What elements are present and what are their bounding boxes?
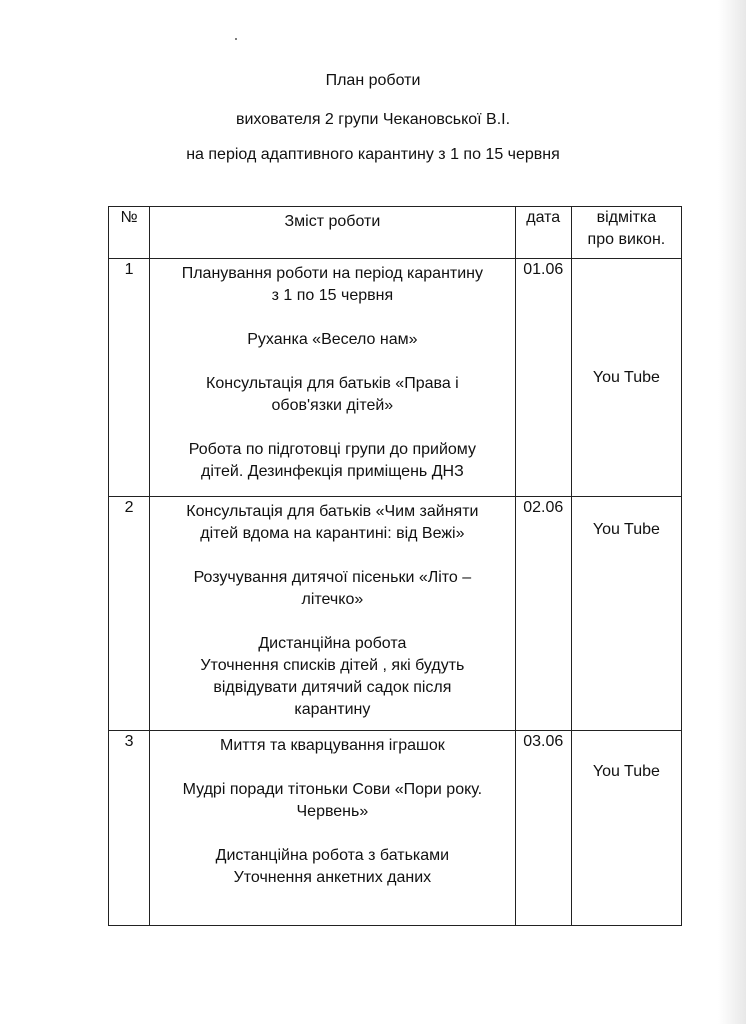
item-line: Консультація для батьків «Права і bbox=[206, 375, 459, 392]
row-mark: You Tube bbox=[571, 497, 681, 731]
table-row bbox=[109, 259, 682, 497]
item-line: Уточнення списків дітей , які будуть bbox=[200, 657, 465, 674]
doc-subtitle-period: на період адаптивного карантину з 1 по 15 червня bbox=[186, 146, 560, 163]
header-content-label: Зміст роботи bbox=[284, 213, 381, 230]
row-number: 2 bbox=[109, 497, 150, 731]
item-line: з 1 по 15 червня bbox=[271, 287, 394, 304]
row-mark: You Tube bbox=[571, 731, 681, 926]
row-content bbox=[150, 731, 516, 926]
header-content bbox=[150, 207, 516, 259]
list-item bbox=[154, 329, 511, 351]
table-row bbox=[109, 731, 682, 926]
list-item bbox=[154, 633, 511, 721]
header-mark-line2: про викон. bbox=[587, 231, 666, 248]
item-line: Уточнення анкетних даних bbox=[233, 869, 432, 886]
list-item bbox=[154, 779, 511, 823]
item-line: Миття та кварцування іграшок bbox=[220, 737, 445, 754]
header-mark bbox=[571, 207, 681, 259]
item-line: Розучування дитячої пісеньки «Літо – bbox=[193, 569, 472, 586]
item-line: обов'язки дітей» bbox=[271, 397, 394, 414]
item-line: Дистанційна робота bbox=[258, 635, 407, 652]
row-number: 3 bbox=[109, 731, 150, 926]
item-line: Робота по підготовці групи до прийому bbox=[188, 441, 476, 458]
row-mark: You Tube bbox=[571, 259, 681, 497]
item-line: дітей. Дезинфекція приміщень ДНЗ bbox=[200, 463, 464, 480]
item-line: Планування роботи на період карантину bbox=[181, 265, 484, 282]
work-plan-table bbox=[108, 206, 682, 926]
item-line: Консультація для батьків «Чим зайняти bbox=[186, 503, 479, 520]
row-content bbox=[150, 259, 516, 497]
item-line: Руханка «Весело нам» bbox=[247, 331, 418, 348]
list-item bbox=[154, 735, 511, 757]
list-item bbox=[154, 567, 511, 611]
row-number: 1 bbox=[109, 259, 150, 497]
row-date: 02.06 bbox=[515, 497, 571, 731]
item-line: карантину bbox=[294, 701, 371, 718]
item-line: Дистанційна робота з батьками bbox=[215, 847, 450, 864]
list-item bbox=[154, 845, 511, 889]
item-line: Червень» bbox=[296, 803, 369, 820]
list-item bbox=[154, 263, 511, 307]
doc-subtitle-teacher: вихователя 2 групи Чекановської В.І. bbox=[235, 111, 511, 128]
header-num: № bbox=[109, 207, 150, 259]
item-line: літечко» bbox=[301, 591, 364, 608]
table-row bbox=[109, 497, 682, 731]
row-content bbox=[150, 497, 516, 731]
list-item bbox=[154, 439, 511, 483]
list-item bbox=[154, 501, 511, 545]
item-line: Мудрі поради тітоньки Сови «Пори року. bbox=[182, 781, 483, 798]
row-date: 01.06 bbox=[515, 259, 571, 497]
list-item bbox=[154, 373, 511, 417]
header-date: дата bbox=[515, 207, 571, 259]
table-header-row bbox=[109, 207, 682, 259]
row-date: 03.06 bbox=[515, 731, 571, 926]
item-line: відвідувати дитячий садок після bbox=[213, 679, 452, 696]
doc-title: План роботи bbox=[325, 72, 421, 89]
scan-speck bbox=[235, 38, 237, 40]
item-line: дітей вдома на карантині: від Вежі» bbox=[200, 525, 465, 542]
header-mark-line1: відмітка bbox=[596, 209, 657, 226]
